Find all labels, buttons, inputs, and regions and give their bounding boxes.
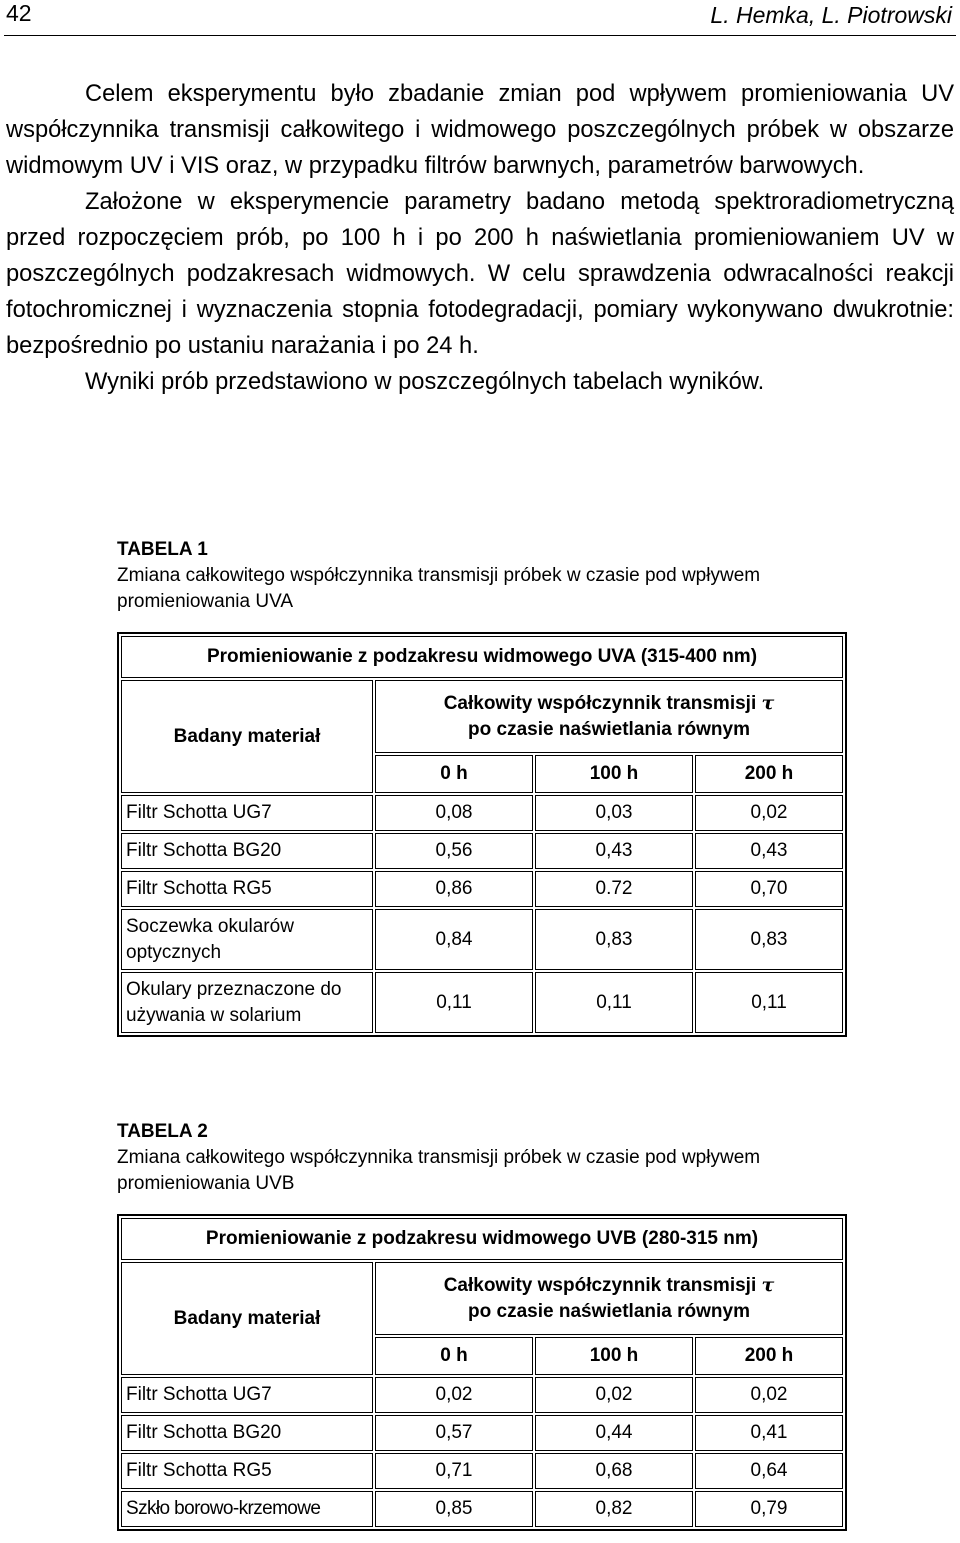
table-row xyxy=(121,1377,843,1413)
table1-time-100h: 100 h xyxy=(535,755,693,793)
tau-symbol: τ xyxy=(761,1274,775,1296)
tau-symbol: τ xyxy=(761,692,775,714)
value-cell: 0,02 xyxy=(695,1377,843,1413)
paragraph: Celem eksperymentu było zbadanie zmian pod wpływem promieniowania UV współczynnika transmisji całkowitego i widmowego poszczególnych próbek w obszarze widmowym UV i VIS oraz, w przypadku filtrów barwnych, parametrów barwowych. xyxy=(6,81,954,179)
table1-caption: Zmiana całkowitego współczynnika transmisji próbek w czasie pod wpływem promieniowania UVA xyxy=(117,565,761,612)
value-cell: 0,71 xyxy=(375,1453,533,1489)
material-cell: Filtr Schotta UG7 xyxy=(121,1377,373,1413)
table2-time-100h: 100 h xyxy=(535,1337,693,1375)
material-cell: Filtr Schotta RG5 xyxy=(121,1453,373,1489)
table-row xyxy=(121,833,843,869)
table2-material-header: Badany materiał xyxy=(121,1262,373,1375)
value-cell: 0,85 xyxy=(375,1491,533,1527)
table2-transmission-label: Całkowity współczynnik transmisji xyxy=(443,1275,757,1296)
value-cell: 0,02 xyxy=(375,1377,533,1413)
value-cell: 0,83 xyxy=(695,909,843,970)
value-cell: 0,83 xyxy=(535,909,693,970)
table2-time-200h: 200 h xyxy=(695,1337,843,1375)
value-cell: 0,57 xyxy=(375,1415,533,1451)
table1-transmission-label-2: po czasie naświetlania równym xyxy=(468,719,750,740)
table2-transmission-header xyxy=(375,1262,843,1335)
value-cell: 0.72 xyxy=(535,871,693,907)
table-row xyxy=(121,972,843,1033)
running-header-authors: L. Hemka, L. Piotrowski xyxy=(710,2,952,28)
value-cell: 0,43 xyxy=(535,833,693,869)
table2-caption: Zmiana całkowitego współczynnika transmisji próbek w czasie pod wpływem promieniowania UVB xyxy=(117,1147,761,1194)
value-cell: 0,41 xyxy=(695,1415,843,1451)
value-cell: 0,79 xyxy=(695,1491,843,1527)
material-cell: Soczewka okularów optycznych xyxy=(121,909,373,970)
value-cell: 0,64 xyxy=(695,1453,843,1489)
value-cell: 0,44 xyxy=(535,1415,693,1451)
value-cell: 0,84 xyxy=(375,909,533,970)
material-cell: Okulary przeznaczone do używania w solarium xyxy=(121,972,373,1033)
table1-material-header: Badany materiał xyxy=(121,680,373,793)
table1-heading xyxy=(117,537,847,615)
table2-range-header: Promieniowanie z podzakresu widmowego UVB (280-315 nm) xyxy=(121,1218,843,1260)
table-row xyxy=(121,795,843,831)
header-rule xyxy=(4,35,956,36)
table1-time-200h: 200 h xyxy=(695,755,843,793)
table1-time-0h: 0 h xyxy=(375,755,533,793)
table1-transmission-header xyxy=(375,680,843,753)
table2-time-0h: 0 h xyxy=(375,1337,533,1375)
value-cell: 0,03 xyxy=(535,795,693,831)
material-cell: Filtr Schotta UG7 xyxy=(121,795,373,831)
table1-range-header: Promieniowanie z podzakresu widmowego UVA (315-400 nm) xyxy=(121,636,843,678)
table1-transmission-label: Całkowity współczynnik transmisji xyxy=(443,693,757,714)
value-cell: 0,02 xyxy=(695,795,843,831)
value-cell: 0,11 xyxy=(695,972,843,1033)
paragraph: Założone w eksperymencie parametry badano metodą spektroradiometryczną przed rozpoczęciem prób, po 100 h i po 200 h naświetlania promieniowaniem UV w poszczególnych podzakresach widmowych. W celu sprawdzenia odwracalności reakcji fotochromicznej i wyznaczenia stopnia fotodegradacji, pomiary wykonywano dwukrotnie: bezpośrednio po ustaniu narażania i po 24 h. xyxy=(6,189,954,359)
page-number: 42 xyxy=(6,0,32,26)
table-row xyxy=(121,909,843,970)
material-cell: Szkło borowo-krzemowe xyxy=(121,1491,373,1527)
value-cell: 0,56 xyxy=(375,833,533,869)
value-cell: 0,02 xyxy=(535,1377,693,1413)
value-cell: 0,11 xyxy=(535,972,693,1033)
material-cell: Filtr Schotta BG20 xyxy=(121,1415,373,1451)
value-cell: 0,68 xyxy=(535,1453,693,1489)
value-cell: 0,08 xyxy=(375,795,533,831)
table1 xyxy=(117,632,847,1037)
value-cell: 0,43 xyxy=(695,833,843,869)
value-cell: 0,11 xyxy=(375,972,533,1033)
table2-heading xyxy=(117,1119,847,1197)
value-cell: 0,86 xyxy=(375,871,533,907)
table-row xyxy=(121,1491,843,1527)
body-text xyxy=(6,76,954,400)
table2 xyxy=(117,1214,847,1531)
table-row xyxy=(121,1453,843,1489)
table2-title: TABELA 2 xyxy=(117,1121,208,1142)
table1-title: TABELA 1 xyxy=(117,539,208,560)
table2-transmission-label-2: po czasie naświetlania równym xyxy=(468,1301,750,1322)
paragraph: Wyniki prób przedstawiono w poszczególnych tabelach wyników. xyxy=(85,369,765,395)
value-cell: 0,70 xyxy=(695,871,843,907)
table-row xyxy=(121,1415,843,1451)
table-row xyxy=(121,871,843,907)
material-cell: Filtr Schotta RG5 xyxy=(121,871,373,907)
material-cell: Filtr Schotta BG20 xyxy=(121,833,373,869)
value-cell: 0,82 xyxy=(535,1491,693,1527)
